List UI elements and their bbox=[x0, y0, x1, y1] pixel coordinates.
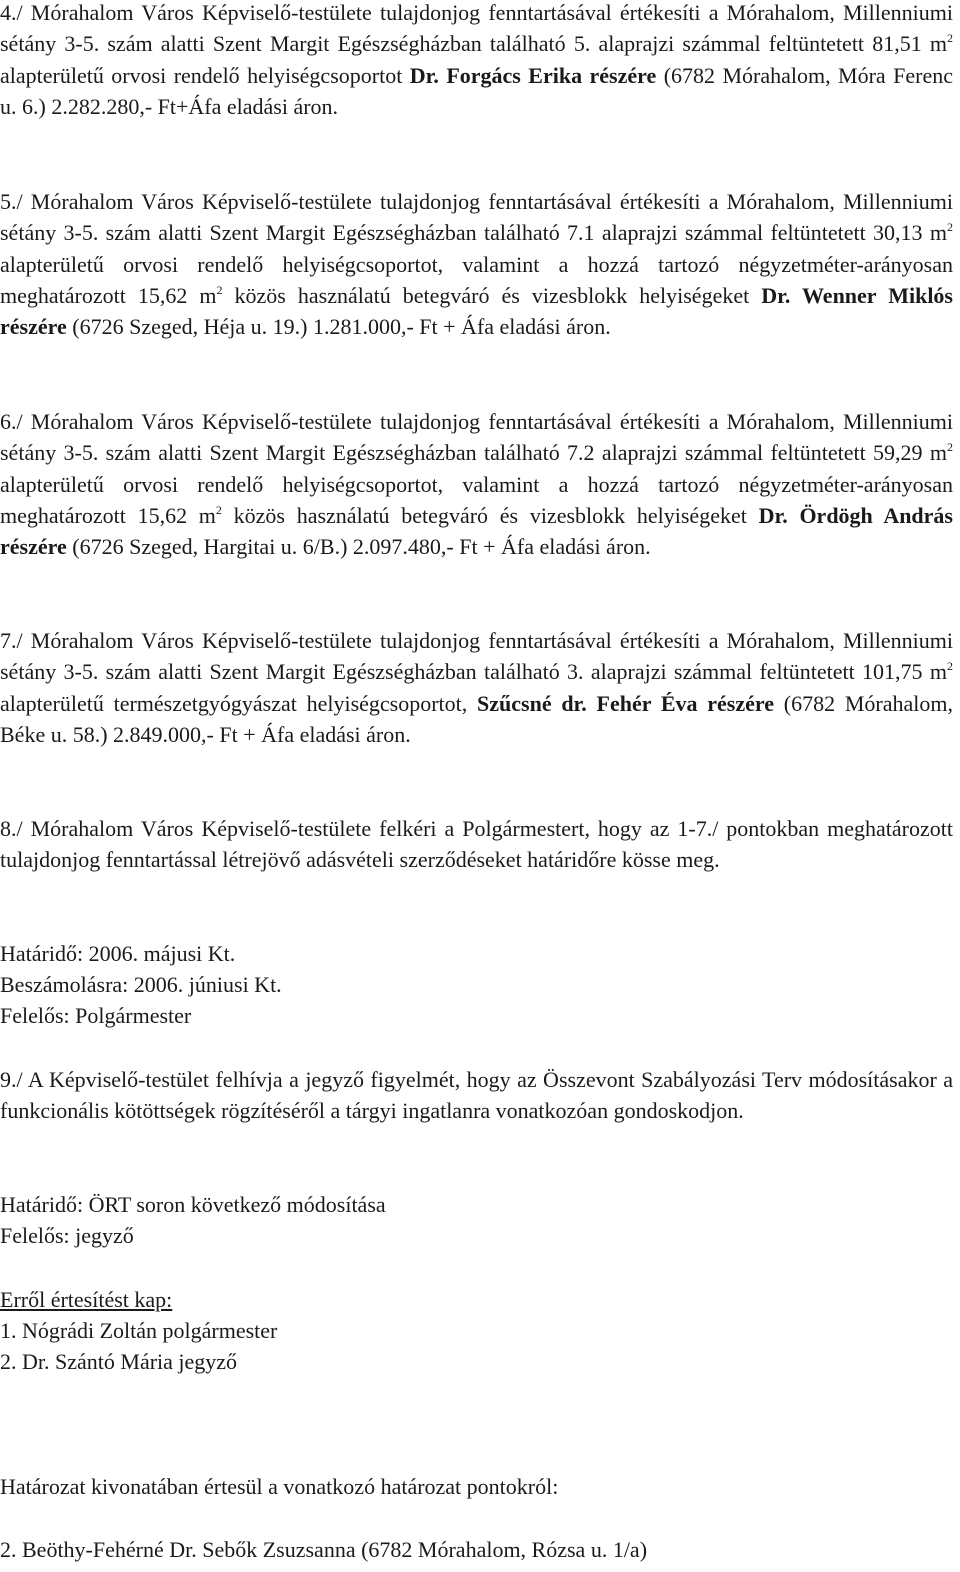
deadline-block-1 bbox=[0, 938, 953, 1031]
excerpt-heading: Határozat kivonatában értesül a vonatkozó határozat pontokról: bbox=[0, 1474, 559, 1499]
buyer-name: Dr. Forgács Erika részére bbox=[409, 62, 657, 88]
deadline-line: Határidő: 2006. májusi Kt. bbox=[0, 941, 236, 966]
item-text: Mórahalom Város Képviselő-testülete tulajdonjog fenntartásával értékesíti a Mórahalom, Millenniumi sétány 3-5. szám alatti Szent Margit Egészségházban található 7.2 alaprajzi számmal feltüntetett 59,29 m bbox=[0, 409, 953, 466]
buyer-name: Dr. Wenner Miklós részére bbox=[0, 282, 953, 340]
superscript: 2 bbox=[947, 659, 953, 674]
superscript: 2 bbox=[947, 31, 953, 46]
resolution-item-8 bbox=[0, 813, 953, 876]
item-text: alapterületű orvosi rendelő helyiségcsoportot bbox=[0, 62, 410, 88]
item-text: alapterületű orvosi rendelő helyiségcsoportot, valamint a hozzá tartozó négyzetméter-arányosan meghatározott 15,62 m bbox=[0, 471, 953, 528]
responsible-line: Felelős: Polgármester bbox=[0, 1003, 192, 1028]
deadline-block-2 bbox=[0, 1189, 953, 1251]
item-text: Mórahalom Város Képviselő-testülete tulajdonjog fenntartásával értékesíti a Mórahalom, Millenniumi sétány 3-5. szám alatti Szent Margit Egészségházban található 3. alaprajzi számmal feltüntetett 101,75 m bbox=[0, 628, 953, 685]
item-text: (6782 Mórahalom, Béke u. 58.) 2.849.000,- Ft + Áfa eladási áron. bbox=[0, 690, 954, 747]
resolution-item-5 bbox=[0, 186, 953, 342]
buyer-name: Szűcsné dr. Fehér Éva részére bbox=[477, 690, 775, 716]
item-text: közös használatú betegváró és vizesblokk helyiségeket bbox=[221, 502, 759, 528]
superscript: 2 bbox=[216, 282, 223, 297]
item-text: Mórahalom Város Képviselő-testülete tulajdonjog fenntartásával értékesíti a Mórahalom, Millenniumi sétány 3-5. szám alatti Szent Margit Egészségházban található 7.1 alaprajzi számmal feltüntetett 30,13 m bbox=[0, 189, 953, 246]
item-number: 5./ bbox=[0, 189, 23, 214]
item-text: (6726 Szeged, Héja u. 19.) 1.281.000,- Ft + Áfa eladási áron. bbox=[66, 314, 611, 340]
responsible-line: Felelős: jegyző bbox=[0, 1223, 134, 1248]
item-number: 4./ bbox=[0, 0, 23, 25]
notification-heading: Erről értesítést kap: bbox=[0, 1287, 173, 1312]
item-text: közös használatú betegváró és vizesblokk helyiségeket bbox=[222, 282, 762, 308]
deadline-line: Határidő: ÖRT soron következő módosítása bbox=[0, 1192, 386, 1217]
superscript: 2 bbox=[947, 220, 953, 235]
notification-item: 2. Dr. Szántó Mária jegyző bbox=[0, 1349, 238, 1374]
item-text: Mórahalom Város Képviselő-testülete tulajdonjog fenntartásával értékesíti a Mórahalom, Millenniumi sétány 3-5. szám alatti Szent Margit Egészségházban található 5. alaprajzi számmal feltüntetett 81,51 m bbox=[0, 0, 953, 57]
buyer-name: Dr. Ördögh András részére bbox=[0, 502, 953, 560]
item-number: 9./ bbox=[0, 1067, 23, 1092]
item-number: 7./ bbox=[0, 628, 23, 653]
excerpt-list bbox=[0, 1534, 953, 1565]
item-text: (6782 Mórahalom, Móra Ferenc u. 6.) 2.282.280,- Ft+Áfa eladási áron. bbox=[0, 62, 953, 119]
notification-item: 1. Nógrádi Zoltán polgármester bbox=[0, 1318, 278, 1343]
excerpt-item: 2. Beöthy-Fehérné Dr. Sebők Zsuzsanna (6782 Mórahalom, Rózsa u. 1/a) bbox=[0, 1537, 648, 1562]
item-number: 6./ bbox=[0, 409, 23, 434]
report-line: Beszámolásra: 2006. júniusi Kt. bbox=[0, 972, 282, 997]
item-number: 8./ bbox=[0, 816, 23, 841]
resolution-item-4 bbox=[0, 0, 953, 122]
superscript: 2 bbox=[947, 440, 953, 455]
superscript: 2 bbox=[215, 502, 222, 517]
resolution-item-6 bbox=[0, 406, 953, 562]
resolution-item-9 bbox=[0, 1064, 953, 1127]
item-text: A Képviselő-testület felhívja a jegyző figyelmét, hogy az Összevont Szabályozási Terv módosításakor a funkcionális kötöttségek rögzítéséről a tárgyi ingatlanra vonatkozóan gondoskodjon. bbox=[0, 1067, 953, 1124]
item-text: alapterületű orvosi rendelő helyiségcsoportot, valamint a hozzá tartozó négyzetméter-arányosan meghatározott 15,62 m bbox=[0, 251, 953, 308]
resolution-item-7 bbox=[0, 625, 953, 750]
item-text: (6726 Szeged, Hargitai u. 6/B.) 2.097.480,- Ft + Áfa eladási áron. bbox=[66, 534, 651, 560]
excerpt-heading-block bbox=[0, 1471, 953, 1502]
notification-section bbox=[0, 1284, 953, 1377]
item-text: Mórahalom Város Képviselő-testülete felkéri a Polgármestert, hogy az 1-7./ pontokban meghatározott tulajdonjog fenntartással létrejövő adásvételi szerződéseket határidőre kösse meg. bbox=[0, 816, 953, 873]
item-text: alapterületű természetgyógyászat helyiségcsoportot, bbox=[0, 690, 478, 716]
